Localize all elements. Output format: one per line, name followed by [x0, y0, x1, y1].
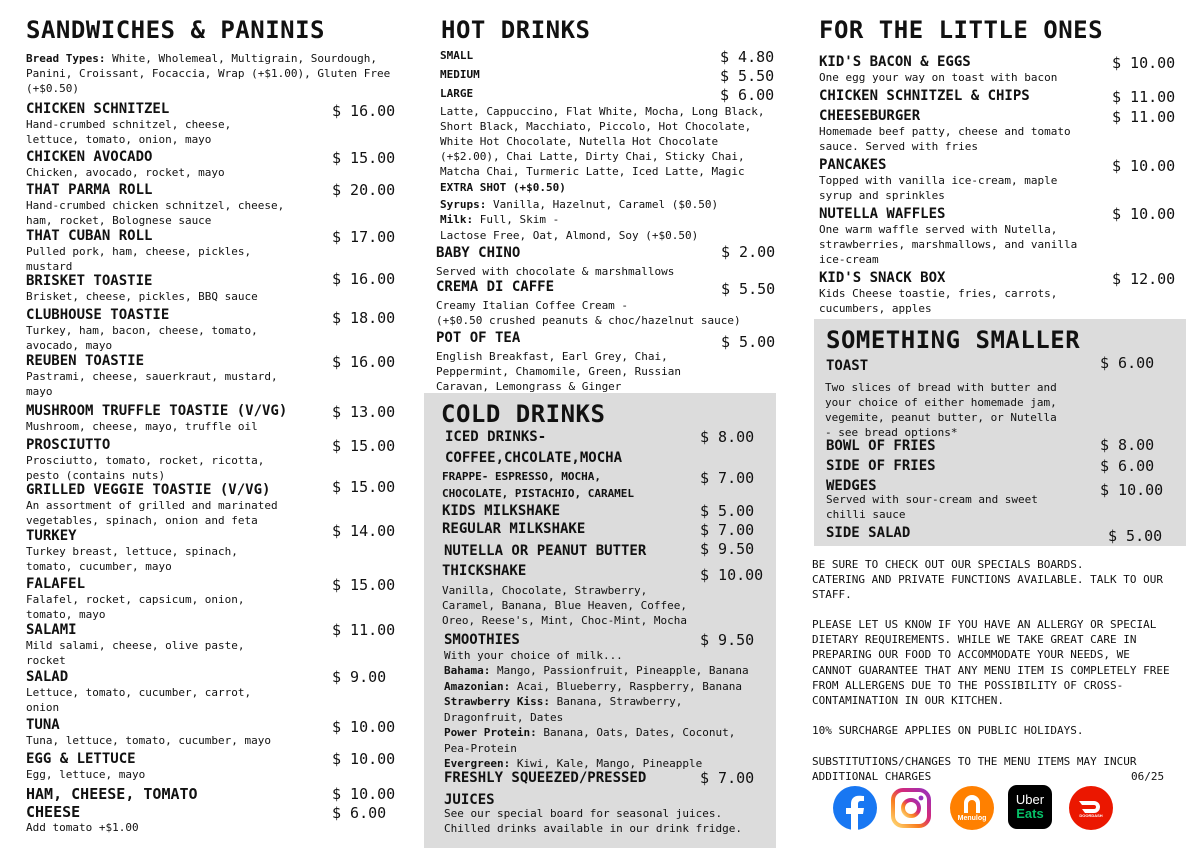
item-desc: An assortment of grilled and marinated vegetables, spinach, onion and feta	[26, 499, 278, 527]
item-name: PANCAKES	[819, 157, 887, 173]
item-price: $ 10.00	[1112, 54, 1176, 72]
wedges: WEDGES	[826, 478, 877, 494]
smoothie-line	[444, 679, 742, 694]
item-price: $ 13.00	[332, 403, 396, 421]
item-desc: Turkey breast, lettuce, spinach, tomato, cucumber, mayo	[26, 545, 238, 573]
item-desc: Brisket, cheese, pickles, BBQ sauce	[26, 290, 258, 303]
side-of-fries: SIDE OF FRIES	[826, 458, 936, 474]
toast-name: TOAST	[826, 358, 869, 374]
nutella-shake: NUTELLA OR PEANUT BUTTER	[444, 543, 647, 559]
smoothie-ingredients: Pea-Protein	[444, 741, 517, 755]
menulog-icon[interactable]	[950, 786, 994, 830]
item-name: TURKEY	[26, 528, 77, 544]
syrups-label: Syrups:	[440, 198, 487, 211]
item-desc: Chicken, avocado, rocket, mayo	[26, 166, 225, 179]
item-name: BRISKET TOASTIE	[26, 273, 153, 289]
thickshake-flavours: Vanilla, Chocolate, Strawberry, Caramel, Banana, Blue Heaven, Coffee, Oreo, Reese's, Mint, Choc-Mint, Mocha	[442, 584, 688, 627]
item-name: THAT PARMA ROLL	[26, 182, 153, 198]
toast-desc: Two slices of bread with butter and your choice of either homemade jam, vegemite, peanut butter, or Nutella - see bread options*	[825, 381, 1057, 439]
syrups-text: Vanilla, Hazelnut, Caramel ($0.50)	[486, 198, 719, 211]
specials-note: BE SURE TO CHECK OUT OUR SPECIALS BOARDS. CATERING AND PRIVATE FUNCTIONS AVAILABLE. TALK TO OUR STAFF.	[812, 558, 1163, 602]
item-price: $ 10.00	[332, 718, 396, 736]
item-price: $ 10.00	[332, 785, 396, 803]
item-desc: Pastrami, cheese, sauerkraut, mustard, mayo	[26, 370, 278, 398]
frappe-price: $ 7.00	[700, 469, 755, 487]
menu-item	[819, 206, 1109, 267]
menu-item	[26, 804, 326, 835]
menulog-label: Menulog	[957, 814, 987, 822]
menu-item	[26, 101, 326, 147]
menu-item	[26, 669, 326, 715]
facebook-glyph	[833, 786, 877, 830]
item-name: PROSCIUTTO	[26, 437, 111, 453]
regular-milkshake-price: $ 7.00	[700, 521, 755, 539]
cold-drinks-title: COLD DRINKS	[441, 400, 606, 428]
bowl-of-fries: BOWL OF FRIES	[826, 438, 936, 454]
item-desc: One warm waffle served with Nutella, strawberries, marshmallows, and vanilla ice-cream	[819, 223, 1078, 266]
item-desc: Kids Cheese toastie, fries, carrots, cucumbers, apples	[819, 287, 1058, 315]
bowl-price: $ 8.00	[1100, 436, 1155, 454]
menu-item	[26, 482, 326, 528]
item-name: REUBEN TOASTIE	[26, 353, 145, 369]
item-name: CHEESE	[26, 803, 81, 821]
smoothies: SMOOTHIES	[444, 632, 520, 648]
smoothie-name: Bahama:	[444, 664, 491, 677]
toast-price: $ 6.00	[1100, 354, 1155, 372]
item-name: CHICKEN AVOCADO	[26, 149, 153, 165]
item-price: $ 16.00	[332, 102, 396, 120]
item-desc: Mild salami, cheese, olive paste, rocket	[26, 639, 245, 667]
item-price: $ 15.00	[332, 576, 396, 594]
juice-name: FRESHLY SQUEEZED/PRESSED	[444, 770, 647, 786]
nutella-shake-price: $ 9.50	[700, 540, 755, 558]
thickshake: THICKSHAKE	[442, 563, 527, 579]
smoothie-ingredients: Mango, Passionfruit, Pineapple, Banana	[490, 664, 749, 677]
item-price: $ 15.00	[332, 149, 396, 167]
frappe-flavours: CHOCOLATE, PISTACHIO, CARAMEL	[442, 487, 635, 500]
juice-price: $ 7.00	[700, 769, 755, 787]
item-desc: Add tomato +$1.00	[26, 821, 139, 834]
ubereats-icon[interactable]	[1008, 785, 1052, 829]
menu-item	[26, 403, 326, 434]
milk-label: Milk:	[440, 213, 474, 226]
milk	[440, 212, 559, 227]
menu-item	[819, 157, 1109, 203]
smoothies-price: $ 9.50	[700, 631, 755, 649]
item-desc: One egg your way on toast with bacon	[819, 71, 1058, 84]
item-price: $ 17.00	[332, 228, 396, 246]
smoothie-ingredients: Dragonfruit, Dates	[444, 710, 564, 724]
item-name: HAM, CHEESE, TOMATO	[26, 785, 198, 803]
item-desc: Prosciutto, tomato, rocket, ricotta, pesto (contains nuts)	[26, 454, 265, 482]
smoothie-name: Amazonian:	[444, 679, 511, 693]
doordash-icon[interactable]	[1069, 786, 1113, 830]
menulog-glyph	[961, 795, 983, 815]
item-desc: Tuna, lettuce, tomato, cucumber, mayo	[26, 734, 272, 747]
size-name: MEDIUM	[440, 68, 480, 81]
menu-item	[26, 437, 326, 483]
menu-item	[26, 353, 326, 399]
item-name: CHICKEN SCHNITZEL & CHIPS	[819, 88, 1030, 104]
allergy-note: PLEASE LET US KNOW IF YOU HAVE AN ALLERGY OR SPECIAL DIETARY REQUIREMENTS. WHILE WE TAKE GREAT CARE IN PREPARING OUR FOOD TO ACCOMMODATE YOUR NEEDS, WE CANNOT GUARANTEE THAT ANY MENU ITEM IS COMPLETELY FREE FROM ALLERGENS DUE TO THE POSSIBILITY OF CROSS- CONTAMINATION IN OUR KITCHEN.	[812, 618, 1170, 708]
smoothie-ingredients: Banana, Oats, Dates, Coconut,	[536, 726, 736, 739]
item-name: SALAMI	[26, 622, 77, 638]
item-price: $ 12.00	[1112, 270, 1176, 288]
item-price: $ 11.00	[332, 621, 396, 639]
item-price: $ 15.00	[332, 478, 396, 496]
sandwiches-title: SANDWICHES & PANINIS	[26, 16, 325, 44]
item-name: TUNA	[26, 717, 60, 733]
smoothie-ingredients: Acai, Blueberry, Raspberry, Banana	[510, 679, 743, 693]
menu-item	[26, 528, 326, 574]
item-name: KID'S BACON & EGGS	[819, 54, 971, 70]
thickshake-price: $ 10.00	[700, 566, 764, 584]
size-price: $ 5.50	[720, 67, 775, 85]
side-price: $ 6.00	[1100, 457, 1155, 475]
hot-drinks-title: HOT DRINKS	[441, 16, 591, 44]
item-desc: Creamy Italian Coffee Cream - (+$0.50 crushed peanuts & choc/hazelnut sauce)	[436, 299, 741, 327]
menu-item	[26, 182, 326, 228]
item-desc: English Breakfast, Earl Grey, Chai, Peppermint, Chamomile, Green, Russian Caravan, Lemongrass & Ginger	[436, 350, 682, 393]
item-desc: Hand-crumbed schnitzel, cheese, lettuce, tomato, onion, mayo	[26, 118, 232, 146]
item-desc: Mushroom, cheese, mayo, truffle oil	[26, 420, 258, 433]
menu-item	[26, 717, 326, 748]
item-desc: Pulled pork, ham, cheese, pickles, mustard	[26, 245, 252, 273]
smoothie-name: Evergreen:	[444, 757, 511, 770]
item-name: BABY CHINO	[436, 245, 521, 261]
kids-milkshake: KIDS MILKSHAKE	[442, 503, 561, 519]
item-desc: Lettuce, tomato, cucumber, carrot, onion	[26, 686, 252, 714]
item-name: FALAFEL	[26, 576, 86, 592]
menu-item	[26, 786, 326, 802]
regular-milkshake: REGULAR MILKSHAKE	[442, 521, 586, 537]
item-price: $ 11.00	[1112, 88, 1176, 106]
kids-milkshake-price: $ 5.00	[700, 502, 755, 520]
smoothie-ingredients: Kiwi, Kale, Mango, Pineapple	[510, 757, 703, 770]
item-price: $ 5.00	[721, 333, 776, 351]
side-salad: SIDE SALAD	[826, 525, 911, 541]
item-name: CLUBHOUSE TOASTIE	[26, 307, 170, 323]
item-name: NUTELLA WAFFLES	[819, 206, 946, 222]
item-name: SALAD	[26, 669, 69, 685]
menu-item	[26, 273, 326, 304]
item-price: $ 9.00	[332, 668, 387, 686]
smoothie-line	[444, 663, 749, 678]
bread-types	[26, 51, 398, 96]
item-name: EGG & LETTUCE	[26, 751, 136, 767]
item-price: $ 10.00	[332, 750, 396, 768]
kids-title: FOR THE LITTLE ONES	[819, 16, 1104, 44]
something-smaller-title: SOMETHING SMALLER	[826, 326, 1081, 354]
menu-date: 06/25	[1131, 770, 1165, 783]
smoothie-name: Strawberry Kiss:	[444, 695, 550, 708]
item-name: MUSHROOM TRUFFLE TOASTIE (V/VG)	[26, 403, 288, 419]
menu-item	[819, 88, 1109, 104]
item-price: $ 16.00	[332, 353, 396, 371]
milk-options: Lactose Free, Oat, Almond, Soy (+$0.50)	[440, 229, 699, 242]
menu-item	[26, 751, 326, 782]
item-price: $ 20.00	[332, 181, 396, 199]
item-price: $ 10.00	[1112, 157, 1176, 175]
size-price: $ 6.00	[720, 86, 775, 104]
item-price: $ 8.00	[700, 428, 755, 446]
item-price: $ 11.00	[1112, 108, 1176, 126]
facebook-icon[interactable]	[833, 786, 877, 830]
doordash-label: DOORDASH	[1079, 812, 1103, 818]
item-price: $ 2.00	[721, 243, 776, 261]
surcharge-note: 10% SURCHARGE APPLIES ON PUBLIC HOLIDAYS.	[812, 724, 1084, 737]
menu-item	[26, 576, 326, 622]
item-desc: Turkey, ham, bacon, cheese, tomato, avocado, mayo	[26, 324, 258, 352]
coffee-list: Latte, Cappuccino, Flat White, Mocha, Long Black, Short Black, Macchiato, Piccolo, Hot Chocolate, White Hot Chocolate, Nutella Hot Chocolate (+$2.00), Chai Latte, Dirty Chai, Sticky Chai, Matcha Chai, Turmeric Latte, Iced Latte, Magic	[440, 105, 765, 178]
smoothie-line	[444, 694, 682, 709]
item-price: $ 16.00	[332, 270, 396, 288]
item-name: CREMA DI CAFFE	[436, 279, 555, 295]
item-price: $ 14.00	[332, 522, 396, 540]
doordash-glyph	[1078, 799, 1104, 813]
size-price: $ 4.80	[720, 48, 775, 66]
bread-types-label: Bread Types:	[26, 52, 106, 65]
item-name: THAT CUBAN ROLL	[26, 228, 153, 244]
item-desc: Homemade beef patty, cheese and tomato sauce. Served with fries	[819, 125, 1071, 153]
frappe-name: FRAPPE- ESPRESSO, MOCHA,	[442, 470, 601, 483]
menu-item	[819, 270, 1109, 316]
salad-price: $ 5.00	[1108, 527, 1163, 545]
size-name: SMALL	[440, 49, 474, 62]
smoothies-note: With your choice of milk...	[444, 649, 623, 662]
item-desc: Falafel, rocket, capsicum, onion, tomato, mayo	[26, 593, 245, 621]
item-name: ICED DRINKS-	[445, 429, 547, 445]
item-name: COFFEE,CHCOLATE,MOCHA	[445, 450, 623, 466]
item-name: GRILLED VEGGIE TOASTIE (V/VG)	[26, 482, 271, 498]
item-name: CHEESEBURGER	[819, 108, 921, 124]
menu-item	[26, 307, 326, 353]
item-price: $ 5.50	[721, 280, 776, 298]
menu-item	[26, 228, 326, 274]
item-name: POT OF TEA	[436, 330, 521, 346]
instagram-glyph	[889, 786, 933, 830]
smoothie-name: Power Protein:	[444, 726, 537, 739]
ubereats-label-uber: Uber	[1015, 792, 1045, 807]
smoothie-line	[444, 710, 563, 725]
menu-item	[26, 622, 326, 668]
menu-item	[819, 54, 1109, 85]
smoothie-line	[444, 725, 735, 740]
milk-text: Full, Skim -	[473, 213, 560, 226]
menu-item	[26, 149, 326, 180]
item-price: $ 6.00	[332, 804, 387, 822]
item-desc: Topped with vanilla ice-cream, maple syrup and sprinkles	[819, 174, 1058, 202]
bread-types-text: White, Wholemeal, Multigrain, Sourdough, Panini, Croissant, Focaccia, Wrap (+$1.00), Gluten Free (+$0.50)	[26, 52, 391, 95]
item-desc: Hand-crumbed chicken schnitzel, cheese, ham, rocket, Bolognese sauce	[26, 199, 285, 227]
menu-item-iced-drinks	[445, 429, 546, 445]
smoothie-line	[444, 756, 702, 771]
extra-shot: EXTRA SHOT (+$0.50)	[440, 181, 566, 194]
item-desc: Egg, lettuce, mayo	[26, 768, 146, 781]
juice-name-2: JUICES	[444, 792, 495, 808]
size-name: LARGE	[440, 87, 474, 100]
item-price: $ 10.00	[1112, 205, 1176, 223]
item-desc: Served with chocolate & marshmallows	[436, 265, 675, 278]
item-price: $ 18.00	[332, 309, 396, 327]
wedges-price: $ 10.00	[1100, 481, 1164, 499]
wedges-desc: Served with sour-cream and sweet chilli sauce	[826, 493, 1038, 521]
item-price: $ 15.00	[332, 437, 396, 455]
instagram-icon[interactable]	[889, 786, 933, 830]
ubereats-label-eats: Eats	[1016, 806, 1044, 821]
smoothie-ingredients: Banana, Strawberry,	[549, 695, 683, 708]
item-name: KID'S SNACK BOX	[819, 270, 946, 286]
syrups	[440, 197, 718, 212]
smoothie-line	[444, 741, 517, 756]
juice-desc: See our special board for seasonal juices. Chilled drinks available in our drink fridge.	[444, 807, 743, 835]
menu-item	[819, 108, 1109, 154]
substitutions-note: SUBSTITUTIONS/CHANGES TO THE MENU ITEMS MAY INCUR ADDITIONAL CHARGES	[812, 755, 1137, 784]
item-name: CHICKEN SCHNITZEL	[26, 101, 170, 117]
